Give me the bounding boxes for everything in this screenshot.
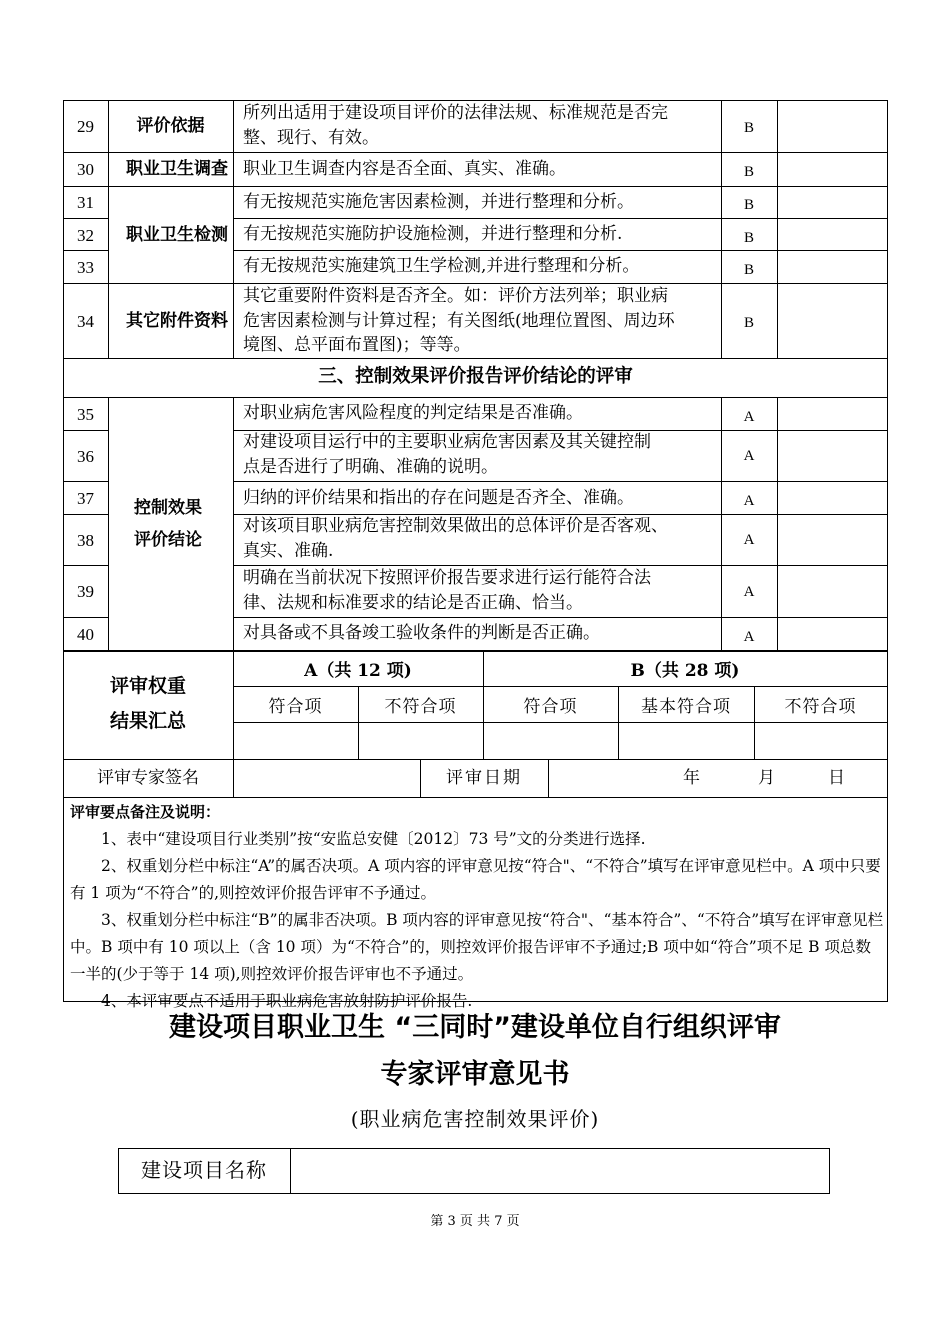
- row-number: 32: [77, 226, 94, 245]
- summary-column-header: 不符合项: [784, 697, 857, 717]
- criterion-text: 律、法规和标准要求的结论是否正确、恰当。: [243, 593, 583, 613]
- review-date-label: 评审日期: [446, 768, 522, 788]
- document-title: 专家评审意见书: [380, 1059, 570, 1090]
- row-number: 37: [77, 489, 94, 508]
- review-notes: [70, 799, 885, 1015]
- criterion-text: 点是否进行了明确、准确的说明。: [243, 457, 498, 477]
- summary-column-header: 基本符合项: [641, 697, 731, 717]
- summary-column-header: 符合项: [268, 697, 323, 717]
- note-item: 3、权重划分栏中标注“B”的属非否决项。B 项内容的评审意见按“符合"、“基本符合”、“不符合”填写在评审意见栏中。B 项中有 10 项以上（含 10 项）为“不符合”的，则控效评价报告评审不予通过;B 项中如“符合”项不足 B 项总数一半的(少于等于 14 项),则控效评价报告评审也不予通过。: [70, 911, 884, 983]
- criterion-text: 所列出适用于建设项目评价的法律法规、标准规范是否完: [243, 103, 668, 123]
- weight-grade: A: [743, 532, 755, 548]
- criterion-text: 有无按规范实施建筑卫生学检测,并进行整理和分析。: [243, 256, 640, 276]
- document-subtitle: (职业病危害控制效果评价): [350, 1107, 600, 1131]
- expert-signature-label: 评审专家签名: [97, 768, 199, 788]
- criterion-text: 职业卫生调查内容是否全面、真实、准确。: [243, 159, 566, 179]
- weight-grade: B: [743, 197, 754, 213]
- weight-grade: A: [743, 629, 755, 645]
- category-label: 职业卫生检测: [126, 225, 228, 245]
- category-label: 评价结论: [134, 530, 202, 550]
- project-name-label: 建设项目名称: [141, 1158, 267, 1182]
- criterion-text: 境图、总平面布置图)；等等。: [243, 335, 471, 355]
- note-item: 1、表中“建设项目行业类别”按“安监总安健〔2012〕73 号”文的分类进行选择.: [101, 830, 646, 848]
- project-name-field[interactable]: [291, 1149, 829, 1193]
- criterion-text: 对该项目职业病危害控制效果做出的总体评价是否客观、: [243, 516, 668, 536]
- weight-grade: B: [743, 164, 754, 180]
- row-number: 40: [77, 625, 94, 644]
- row-number: 39: [77, 582, 94, 601]
- page-footer: 第 3 页 共 7 页: [430, 1214, 520, 1229]
- date-month: 月: [758, 768, 775, 788]
- criterion-text: 有无按规范实施危害因素检测，并进行整理和分析。: [243, 192, 634, 212]
- row-number: 34: [77, 312, 94, 331]
- date-year: 年: [683, 768, 700, 788]
- criterion-text: 明确在当前状况下按照评价报告要求进行运行能符合法: [243, 568, 651, 588]
- row-number: 33: [77, 258, 94, 277]
- criterion-text: 对职业病危害风险程度的判定结果是否准确。: [243, 403, 583, 423]
- criterion-text: 其它重要附件资料是否齐全。如：评价方法列举；职业病: [243, 286, 668, 306]
- section-heading: 三、控制效果评价报告评价结论的评审: [318, 366, 633, 387]
- weight-grade: B: [743, 120, 754, 136]
- row-number: 29: [77, 117, 94, 136]
- weight-grade: A: [743, 584, 755, 600]
- weight-grade: A: [743, 448, 755, 464]
- criterion-text: 有无按规范实施防护设施检测，并进行整理和分析.: [243, 224, 623, 244]
- document-title: 建设项目职业卫生 “三同时”建设单位自行组织评审: [169, 1012, 781, 1043]
- weight-grade: A: [743, 409, 755, 425]
- note-item: 4、本评审要点不适用于职业病危害放射防护评价报告.: [101, 992, 473, 1010]
- category-label: 其它附件资料: [126, 311, 228, 331]
- summary-label: 结果汇总: [109, 710, 186, 732]
- criterion-text: 对具备或不具备竣工验收条件的判断是否正确。: [243, 623, 600, 643]
- criterion-text: 整、现行、有效。: [243, 128, 379, 148]
- notes-title: 评审要点备注及说明：: [70, 803, 221, 821]
- weight-grade: B: [743, 230, 754, 246]
- criterion-text: 对建设项目运行中的主要职业病危害因素及其关键控制: [243, 432, 651, 452]
- category-label: 职业卫生调查: [126, 159, 228, 179]
- note-item: 2、权重划分栏中标注“A”的属否决项。A 项内容的评审意见按“符合"、“不符合”填写在评审意见栏中。A 项中只要有 1 项为“不符合”的,则控效评价报告评审不予通过。: [70, 857, 881, 902]
- date-day: 日: [828, 768, 845, 788]
- summary-column-header: 不符合项: [384, 697, 457, 717]
- b-items-header: B（共 28 项): [630, 661, 740, 681]
- weight-grade: B: [743, 315, 754, 331]
- row-number: 36: [77, 447, 94, 466]
- row-number: 38: [77, 531, 94, 550]
- weight-grade: A: [743, 493, 755, 509]
- row-number: 35: [77, 405, 94, 424]
- criterion-text: 归纳的评价结果和指出的存在问题是否齐全、准确。: [243, 488, 634, 508]
- criterion-text: 真实、准确.: [243, 541, 334, 561]
- summary-label: 评审权重: [109, 675, 186, 697]
- weight-grade: B: [743, 262, 754, 278]
- criterion-text: 危害因素检测与计算过程；有关图纸(地理位置图、周边环: [243, 311, 675, 331]
- summary-column-header: 符合项: [523, 697, 578, 717]
- row-number: 30: [77, 160, 94, 179]
- category-label: 评价依据: [136, 116, 205, 136]
- a-items-header: A（共 12 项): [304, 661, 412, 681]
- row-number: 31: [77, 193, 94, 212]
- category-label: 控制效果: [134, 498, 202, 518]
